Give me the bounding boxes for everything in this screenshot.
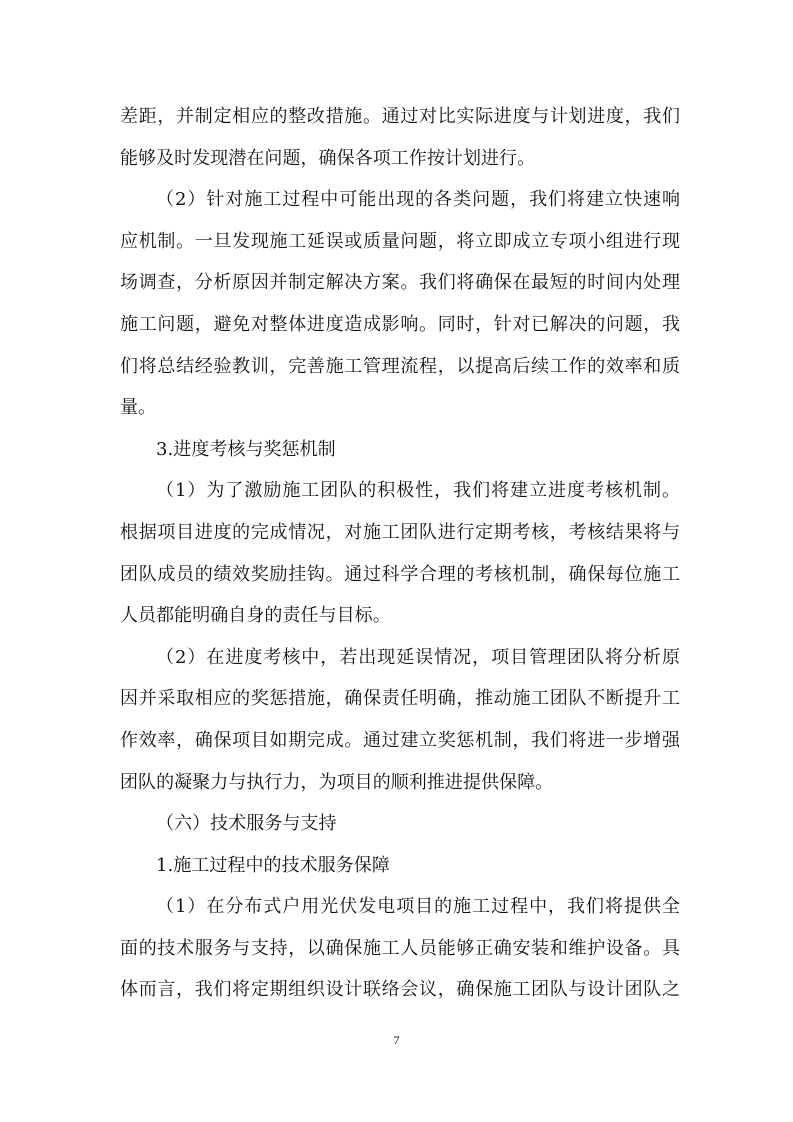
paragraph-line: 施工问题，避免对整体进度造成影响。同时，针对已解决的问题，我 [120, 313, 680, 335]
paragraph-line: 应机制。一旦发现施工延误或质量问题，将立即成立专项小组进行现 [120, 230, 680, 252]
paragraph-line: （2）针对施工过程中可能出现的各类问题，我们将建立快速响 [156, 189, 680, 211]
paragraph-line: 作效率，确保项目如期完成。通过建立奖惩机制，我们将进一步增强 [120, 729, 680, 751]
paragraph-line: 团队的凝聚力与执行力，为项目的顺利推进提供保障。 [120, 771, 554, 793]
paragraph-line: 能够及时发现潜在问题，确保各项工作按计划进行。 [120, 147, 536, 169]
paragraph-line: 们将总结经验教训，完善施工管理流程，以提高后续工作的效率和质 [120, 355, 680, 377]
section-heading: （六）技术服务与支持 [156, 813, 337, 835]
page-number: 7 [393, 1033, 400, 1047]
paragraph-line: （2）在进度考核中，若出现延误情况，项目管理团队将分析原 [156, 646, 680, 668]
subsection-heading: 1.施工过程中的技术服务保障 [156, 854, 390, 876]
paragraph-line: 体而言，我们将定期组织设计联络会议，确保施工团队与设计团队之 [120, 979, 680, 1001]
paragraph-line: 人员都能明确自身的责任与目标。 [120, 605, 391, 627]
paragraph-line: 团队成员的绩效奖励挂钩。通过科学合理的考核机制，确保每位施工 [120, 563, 680, 585]
page-body [120, 96, 680, 1011]
paragraph-line: （1）在分布式户用光伏发电项目的施工过程中，我们将提供全 [156, 896, 680, 918]
paragraph-line: 量。 [120, 397, 157, 419]
section-heading: 3.进度考核与奖惩机制 [156, 438, 336, 460]
paragraph-line: 面的技术服务与支持，以确保施工人员能够正确安装和维护设备。具 [120, 937, 680, 959]
paragraph-line: 根据项目进度的完成情况，对施工团队进行定期考核，考核结果将与 [120, 521, 680, 543]
paragraph-line: （1）为了激励施工团队的积极性，我们将建立进度考核机制。 [156, 480, 680, 502]
paragraph-line: 场调查，分析原因并制定解决方案。我们将确保在最短的时间内处理 [120, 272, 680, 294]
paragraph-line: 差距，并制定相应的整改措施。通过对比实际进度与计划进度，我们 [120, 106, 680, 127]
paragraph-line: 因并采取相应的奖惩措施，确保责任明确，推动施工团队不断提升工 [120, 688, 680, 710]
